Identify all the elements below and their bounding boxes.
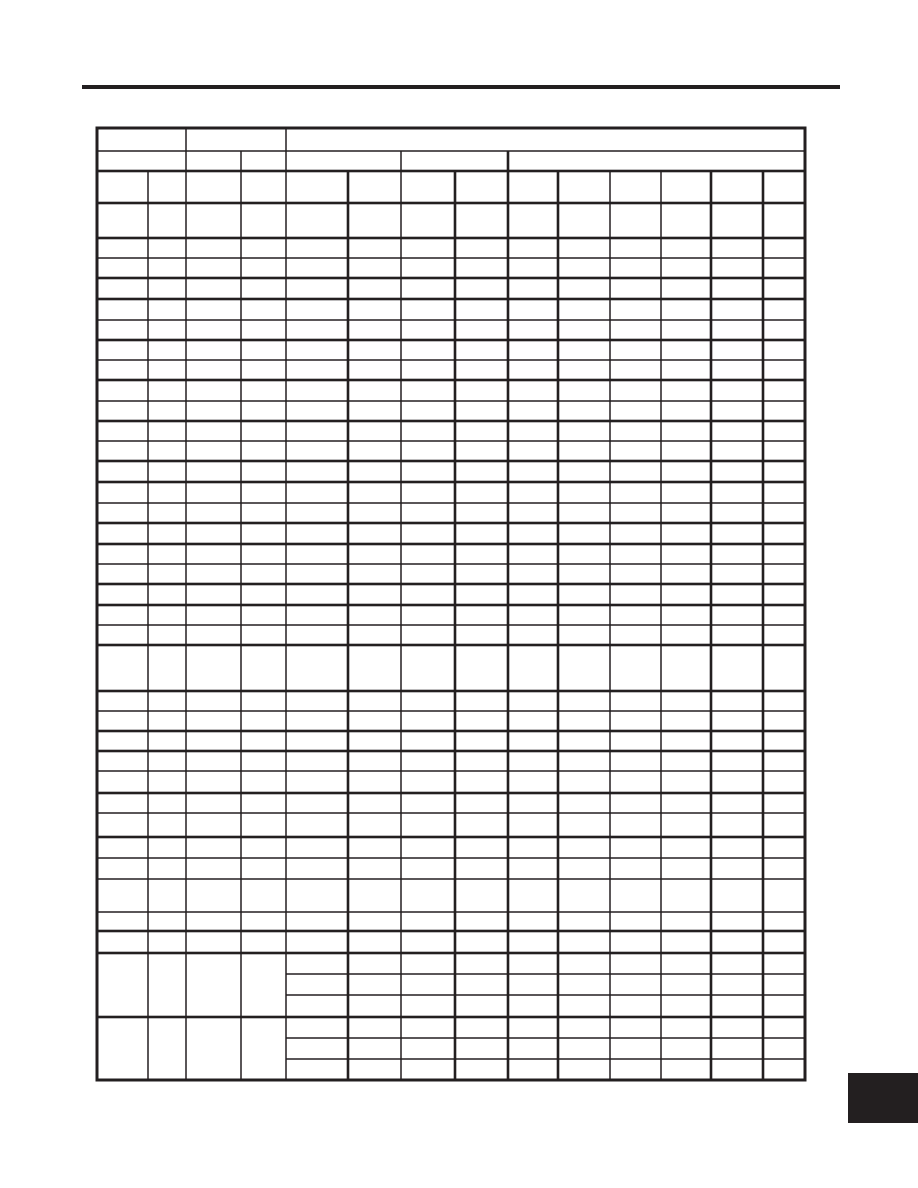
page-corner-marker (848, 1073, 918, 1123)
